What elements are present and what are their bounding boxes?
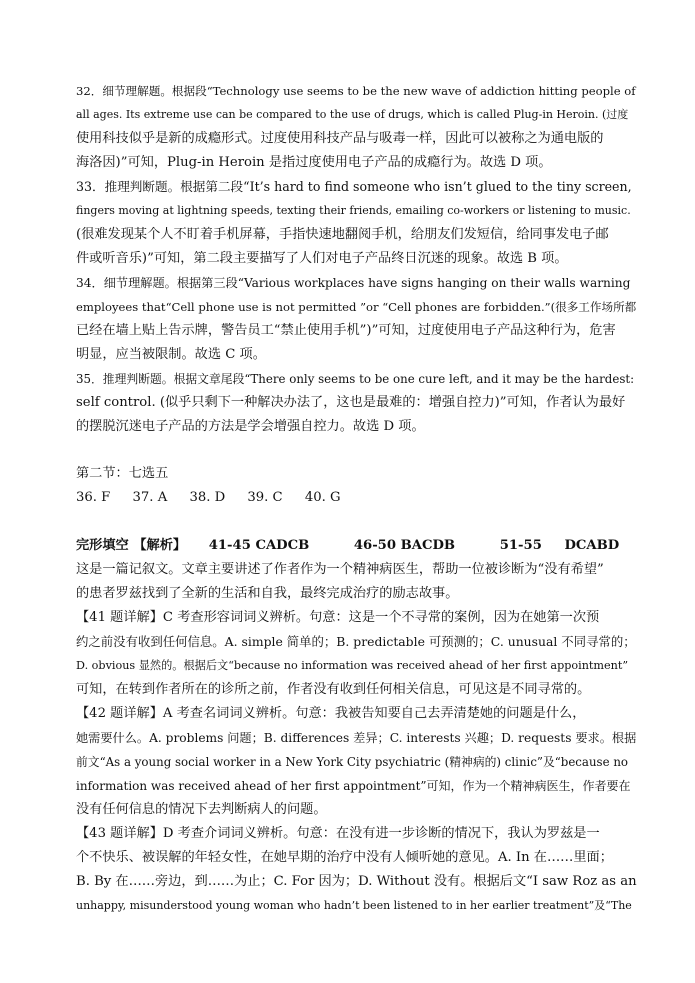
text-line: 海洛因)”可知，Plug-in Heroin 是指过度使用电子产品的成瘾行为。故选 D 项。 [76, 155, 552, 170]
text-line: employees that“Cell phone use is not permitted ”or “Cell phones are forbidden.”(很多工作场所都 [76, 300, 637, 314]
cloze-tag: 【解析】 [133, 538, 187, 553]
text-line: (很难发现某个人不盯着手机屏幕，手指快速地翻阅手机，给朋友们发短信，给同事发电子邮 [76, 227, 609, 242]
text-line: 个不快乐、被误解的年轻女性，在她早期的治疗中没有人倾听她的意见。A. In 在……里面； [76, 850, 613, 865]
text-line: 32．细节理解题。根据段“Technology use seems to be the new wave of addiction hitting people of [76, 84, 636, 98]
text-line: B. By 在……旁边，到……为止；C. For 因为；D. Without 没有。根据后文“I saw Roz as an [76, 874, 637, 889]
cloze-group: 51-55 [499, 538, 542, 553]
text-line: 明显，应当被限制。故选 C 项。 [76, 347, 266, 362]
text-line: 她需要什么。A. problems 问题；B. differences 差异；C. interests 兴趣；D. requests 要求。根据 [76, 731, 637, 745]
text-line: unhappy, misunderstood young woman who hadn’t been listened to in her earlier treatment”及“The [76, 899, 632, 912]
answer: 37. A [132, 490, 168, 505]
text-line: D. obvious 显然的。根据后文“because no information was received ahead of her first appointment” [76, 659, 629, 672]
text-line: 可知，在转到作者所在的诊所之前，作者没有收到任何相关信息，可见这是不同寻常的。 [76, 682, 591, 697]
answer: 39. C [247, 490, 283, 505]
text-line: 34．细节理解题。根据第三段“Various workplaces have signs hanging on their walls warning [76, 276, 631, 290]
cloze-group: 46-50 BACDB [353, 538, 456, 553]
text-line: 的摆脱沉迷电子产品的方法是学会增强自控力。故选 D 项。 [76, 419, 425, 434]
text-line: 【43 题详解】D 考查介词词义辨析。句意：在没有进一步诊断的情况下，我认为罗兹是一 [76, 826, 600, 841]
cloze-group: 41-45 CADCB [208, 538, 310, 553]
cloze-group: DCABD [564, 538, 620, 553]
section-title: 第二节：七选五 [76, 466, 169, 481]
answer: 40. G [304, 490, 341, 505]
answer: 36. F [76, 490, 111, 505]
text-line: self control. (似乎只剩下一种解决办法了，这也是最难的：增强自控力)”可知，作者认为最好 [76, 395, 626, 410]
text-line: 的患者罗兹找到了全新的生活和自我，最终完成治疗的励志故事。 [76, 586, 459, 601]
text-line: 35．推理判断题。根据文章尾段“There only seems to be one cure left, and it may be the hardest: [76, 372, 635, 386]
cloze-label: 完形填空 [76, 538, 129, 553]
text-line: 已经在墙上贴上告示牌，警告员工“禁止使用手机”)”可知，过度使用电子产品这种行为，危害 [76, 323, 616, 338]
text-line: all ages. Its extreme use can be compared to the use of drugs, which is called Plug-in Heroin. (过度 [76, 108, 629, 121]
text-line: 使用科技似乎是新的成瘾形式。过度使用科技产品与吸毒一样，因此可以被称之为通电版的 [76, 131, 604, 146]
text-line: 约之前没有收到任何信息。A. simple 简单的；B. predictable 可预测的；C. unusual 不同寻常的； [76, 634, 636, 649]
text-line: 这是一篇记叙文。文章主要讲述了作者作为一个精神病医生，帮助一位被诊断为“没有希望” [76, 562, 604, 577]
text-line: fingers moving at lightning speeds, texting their friends, emailing co-workers or listening to music. [76, 204, 631, 217]
text-line: 33．推理判断题。根据第二段“It’s hard to find someone who isn’t glued to the tiny screen, [76, 179, 632, 194]
text-line: information was received ahead of her first appointment”可知，作为一个精神病医生，作者要在 [76, 779, 631, 793]
text-line: 件或听音乐)”可知，第二段主要描写了人们对电子产品终日沉迷的现象。故选 B 项。 [76, 251, 568, 266]
text-line: 没有任何信息的情况下去判断病人的问题。 [76, 802, 327, 817]
text-line: 【41 题详解】C 考查形容词词义辨析。句意：这是一个不寻常的案例，因为在她第一次预 [76, 610, 600, 625]
answer-row [76, 487, 341, 509]
text-line: 【42 题详解】A 考查名词词义辨析。句意：我被告知要自己去弄清楚她的问题是什么， [76, 706, 586, 721]
cloze-header [76, 535, 619, 557]
text-line: 前文“As a young social worker in a New York City psychiatric (精神病的) clinic”及“because no [76, 755, 629, 769]
answer: 38. D [189, 490, 226, 505]
